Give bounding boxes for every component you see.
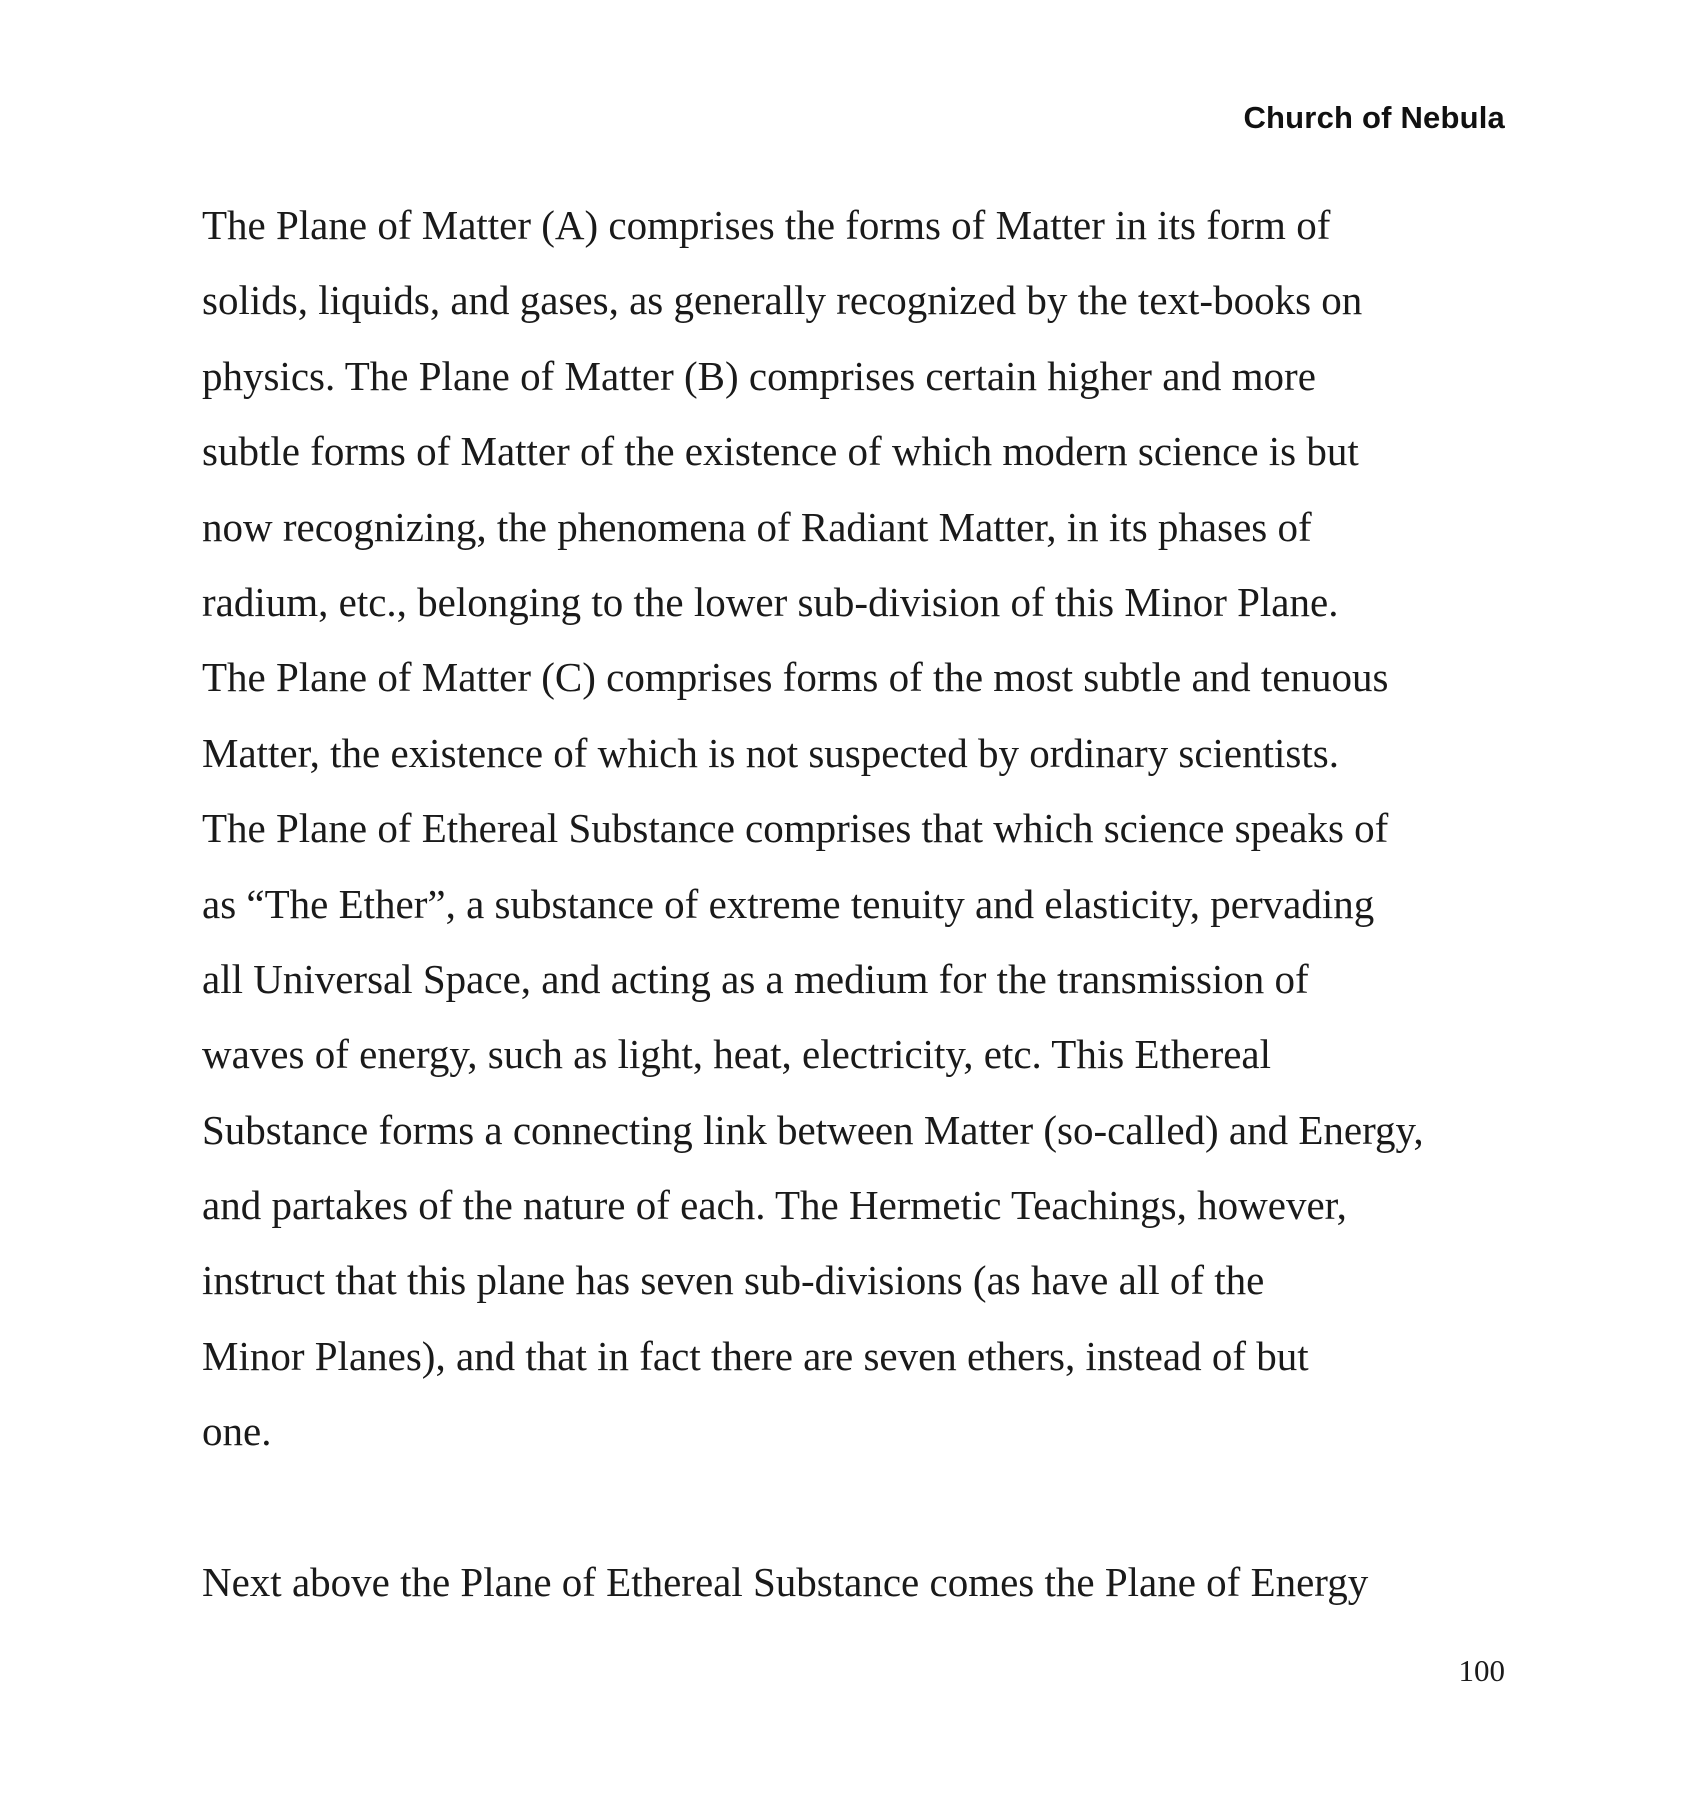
text-line: Matter, the existence of which is not suspected by ordinary scientists. bbox=[202, 729, 1339, 776]
text-line: The Plane of Matter (A) comprises the forms of Matter in its form of bbox=[202, 202, 1331, 248]
text-line: solids, liquids, and gases, as generally recognized by the text-books on bbox=[202, 277, 1363, 324]
text-line: now recognizing, the phenomena of Radiant Matter, in its phases of bbox=[202, 503, 1312, 550]
paragraph-1 bbox=[202, 188, 1522, 1470]
text-line: Substance forms a connecting link between Matter (so-called) and Energy, bbox=[202, 1106, 1424, 1153]
text-line: Next above the Plane of Ethereal Substance comes the Plane of Energy bbox=[202, 1559, 1369, 1606]
paragraph-break bbox=[202, 1470, 1522, 1545]
text-line: all Universal Space, and acting as a medium for the transmission of bbox=[202, 955, 1309, 1002]
text-line: radium, etc., belonging to the lower sub-division of this Minor Plane. bbox=[202, 578, 1339, 625]
text-line: as “The Ether”, a substance of extreme tenuity and elasticity, pervading bbox=[202, 880, 1375, 927]
running-header: Church of Nebula bbox=[1243, 100, 1505, 135]
paragraph-2 bbox=[202, 1545, 1522, 1620]
text-line: one. bbox=[202, 1408, 272, 1455]
text-line: Minor Planes), and that in fact there are seven ethers, instead of but bbox=[202, 1332, 1309, 1379]
text-line: waves of energy, such as light, heat, electricity, etc. This Ethereal bbox=[202, 1031, 1272, 1078]
text-line: The Plane of Matter (C) comprises forms of the most subtle and tenuous bbox=[202, 654, 1389, 701]
text-line: subtle forms of Matter of the existence of which modern science is but bbox=[202, 428, 1359, 475]
text-line: instruct that this plane has seven sub-divisions (as have all of the bbox=[202, 1257, 1265, 1304]
text-line: physics. The Plane of Matter (B) comprises certain higher and more bbox=[202, 352, 1316, 399]
text-line: and partakes of the nature of each. The Hermetic Teachings, however, bbox=[202, 1182, 1347, 1229]
page-number: 100 bbox=[1458, 1653, 1505, 1688]
text-line: The Plane of Ethereal Substance comprises that which science speaks of bbox=[202, 805, 1389, 852]
body-text bbox=[202, 188, 1522, 1620]
